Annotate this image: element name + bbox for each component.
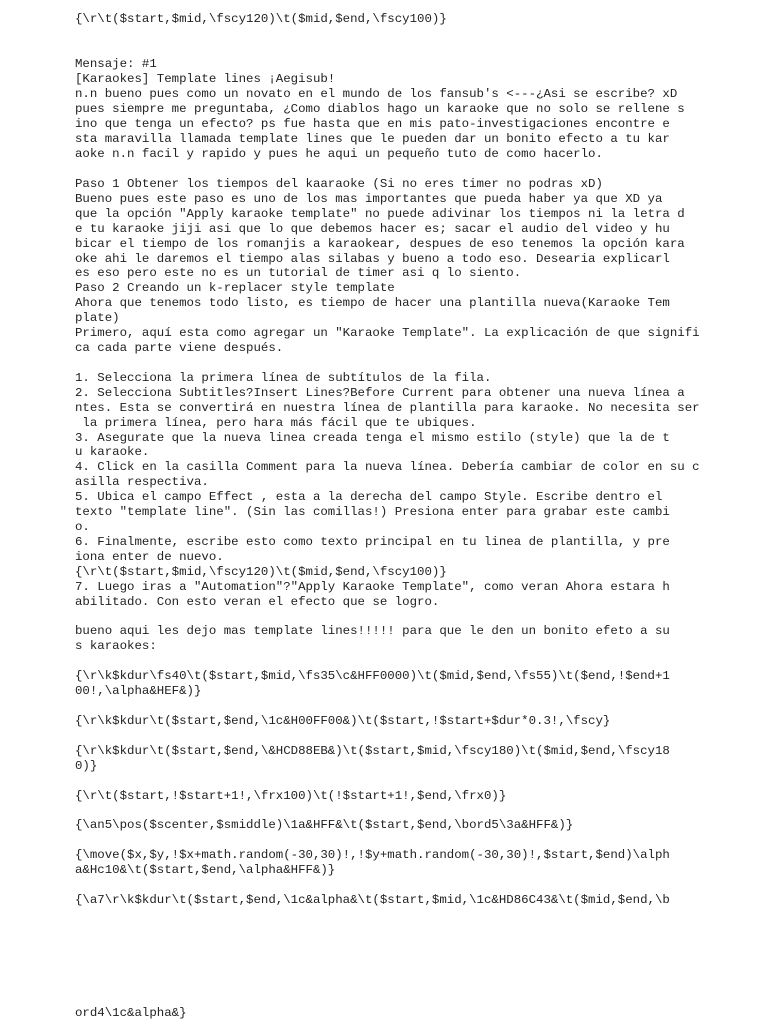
code-line: 00!,\alpha&HEF&)} [75,684,202,698]
text-line: oke ahi le daremos el tiempo alas silabas y bueno a todo eso. Desearia explicarl [75,252,670,266]
text-line: 4. Click en la casilla Comment para la nueva línea. Debería cambiar de color en su c [75,460,700,474]
code-line: {\move($x,$y,!$x+math.random(-30,30)!,!$y+math.random(-30,30)!,$start,$end)\alph [75,848,670,862]
text-line: bueno aqui les dejo mas template lines!!!!! para que le den un bonito efeto a su [75,624,670,638]
text-line: 5. Ubica el campo Effect , esta a la derecha del campo Style. Escribe dentro el [75,490,663,504]
text-line: 6. Finalmente, escribe esto como texto principal en tu linea de plantilla, y pre [75,535,670,549]
text-line: Ahora que tenemos todo listo, es tiempo de hacer una plantilla nueva(Karaoke Tem [75,296,670,310]
text-line: es eso pero este no es un tutorial de timer asi q lo siento. [75,266,522,280]
code-line: {\r\k$kdur\t($start,$end,\1c&H00FF00&)\t($start,!$start+$dur*0.3!,\fscy} [75,714,611,728]
text-line: {\r\t($start,$mid,\fscy120)\t($mid,$end,\fscy100)} [75,12,447,26]
code-line: 0)} [75,759,98,773]
text-line: iona enter de nuevo. [75,550,224,564]
text-line: o. [75,520,90,534]
text-line: la primera línea, pero hara más fácil que te ubiques. [75,416,477,430]
code-line: {\a7\r\k$kdur\t($start,$end,\1c&alpha&\t($start,$mid,\1c&HD86C43&\t($mid,$end,\b [75,893,670,907]
text-line: que la opción "Apply karaoke template" no puede adivinar los tiempos ni la letra d [75,207,685,221]
text-line: 7. Luego iras a "Automation"?"Apply Karaoke Template", como veran Ahora estara h [75,580,670,594]
text-line: Bueno pues este paso es uno de los mas importantes que pueda haber ya que XD ya [75,192,663,206]
text-line: sta maravilla llamada template lines que le pueden dar un bonito efecto a tu kar [75,132,670,146]
text-line: [Karaokes] Template lines ¡Aegisub! [75,72,336,86]
text-line: e tu karaoke jiji asi que lo que debemos hacer es; sacar el audio del video y hu [75,222,670,236]
text-line: asilla respectiva. [75,475,209,489]
text-line: n.n bueno pues como un novato en el mundo de los fansub's <---¿Asi se escribe? xD [75,87,678,101]
text-line: 1. Selecciona la primera línea de subtítulos de la fila. [75,371,492,385]
text-line: plate) [75,311,120,325]
code-line: {\r\k$kdur\fs40\t($start,$mid,\fs35\c&HFF0000)\t($mid,$end,\fs55)\t($end,!$end+1 [75,669,670,683]
text-line: ca cada parte viene después. [75,341,284,355]
text-line: pues siempre me preguntaba, ¿Como diablos hago un karaoke que no solo se rellene s [75,102,685,116]
text-line: ino que tenga un efecto? ps fue hasta que en mis pato-investigaciones encontre e [75,117,670,131]
text-line: Paso 2 Creando un k-replacer style template [75,281,395,295]
text-line: Paso 1 Obtener los tiempos del kaaraoke (Si no eres timer no podras xD) [75,177,603,191]
text-line: s karaokes: [75,639,157,653]
text-line: u karaoke. [75,445,150,459]
text-line: bicar el tiempo de los romanjis a karaokear, despues de eso tenemos la opción kara [75,237,685,251]
text-line: ntes. Esta se convertirá en nuestra línea de plantilla para karaoke. No necesita ser [75,401,700,415]
text-line: 2. Selecciona Subtitles?Insert Lines?Before Current para obtener una nueva línea a [75,386,685,400]
text-line: Primero, aquí esta como agregar un "Karaoke Template". La explicación de que signifi [75,326,700,340]
code-line: a&Hc10&\t($start,$end,\alpha&HFF&)} [75,863,336,877]
text-line: texto "template line". (Sin las comillas!) Presiona enter para grabar este cambi [75,505,670,519]
text-line: aoke n.n facil y rapido y pues he aqui un pequeño tuto de como hacerlo. [75,147,603,161]
code-line: {\r\t($start,!$start+1!,\frx100)\t(!$start+1!,$end,\frx0)} [75,789,507,803]
code-line: ord4\1c&alpha&} [75,1006,187,1020]
text-line: 3. Asegurate que la nueva linea creada tenga el mismo estilo (style) que la de t [75,431,670,445]
code-line: {\an5\pos($scenter,$smiddle)\1a&HFF&\t($start,$end,\bord5\3a&HFF&)} [75,818,574,832]
text-line: Mensaje: #1 [75,57,157,71]
text-line: {\r\t($start,$mid,\fscy120)\t($mid,$end,\fscy100)} [75,565,447,579]
text-line: abilitado. Con esto veran el efecto que se logro. [75,595,440,609]
code-line: {\r\k$kdur\t($start,$end,\&HCD88EB&)\t($start,$mid,\fscy180)\t($mid,$end,\fscy18 [75,744,670,758]
